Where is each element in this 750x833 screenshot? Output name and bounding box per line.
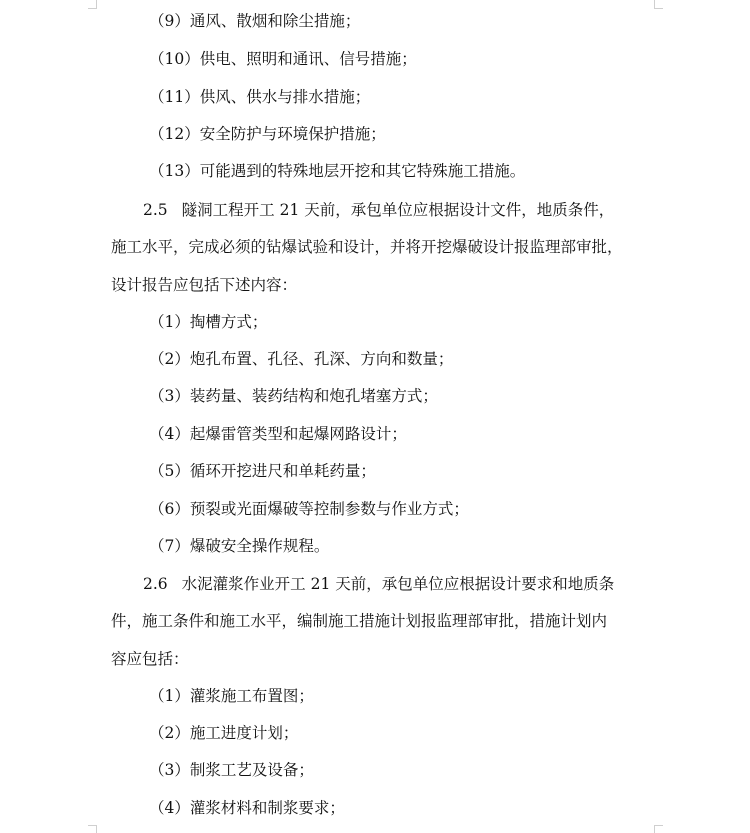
list-item: （2）施工进度计划；: [149, 724, 299, 742]
list-item: （3）装药量、装药结构和炮孔堵塞方式；: [149, 387, 438, 405]
crop-mark-bottom-right: [654, 825, 655, 833]
list-item: （12）安全防护与环境保护措施；: [149, 125, 386, 143]
section-2-6-paragraph: [143, 574, 614, 594]
list-item: （5）循环开挖进尺和单耗药量；: [149, 462, 376, 480]
paragraph-line: 件，施工条件和施工水平，编制施工措施计划报监理部审批，措施计划内: [111, 612, 608, 630]
list-item: （11）供风、供水与排水措施；: [149, 88, 371, 106]
crop-mark-top-left: [96, 0, 97, 8]
list-item: （13）可能遇到的特殊地层开挖和其它特殊施工措施。: [149, 162, 526, 180]
list-item: （10）供电、照明和通讯、信号措施；: [149, 50, 417, 68]
crop-mark-bottom-right-h: [654, 825, 663, 826]
paragraph-line: 施工水平，完成必须的钻爆试验和设计，并将开挖爆破设计报监理部审批，: [111, 238, 623, 256]
section-number: 2.5: [143, 201, 168, 219]
paragraph-line: 水泥灌浆作业开工 21 天前，承包单位应根据设计要求和地质条: [181, 575, 615, 593]
list-item: （4）灌浆材料和制浆要求；: [149, 799, 345, 817]
list-item: （3）制浆工艺及设备；: [149, 761, 314, 779]
crop-mark-top-left-h: [88, 8, 97, 9]
list-item: （1）灌浆施工布置图；: [149, 687, 314, 705]
list-item: （2）炮孔布置、孔径、孔深、方向和数量；: [149, 350, 454, 368]
section-2-5-paragraph: [143, 200, 614, 220]
crop-mark-top-right: [654, 0, 655, 8]
list-item: （4）起爆雷管类型和起爆网路设计；: [149, 425, 407, 443]
paragraph-line: 设计报告应包括下述内容：: [111, 276, 298, 294]
crop-mark-top-right-h: [654, 8, 663, 9]
list-item: （6）预裂或光面爆破等控制参数与作业方式；: [149, 500, 469, 518]
crop-mark-bottom-left: [96, 825, 97, 833]
paragraph-line: 隧洞工程开工 21 天前，承包单位应根据设计文件，地质条件，: [181, 201, 615, 219]
list-item: （9）通风、散烟和除尘措施；: [149, 12, 361, 30]
list-item: （1）掏槽方式；: [149, 313, 268, 331]
list-item: （7）爆破安全操作规程。: [149, 537, 330, 555]
paragraph-line: 容应包括：: [111, 650, 189, 668]
section-number: 2.6: [143, 575, 168, 593]
crop-mark-bottom-left-h: [88, 825, 97, 826]
